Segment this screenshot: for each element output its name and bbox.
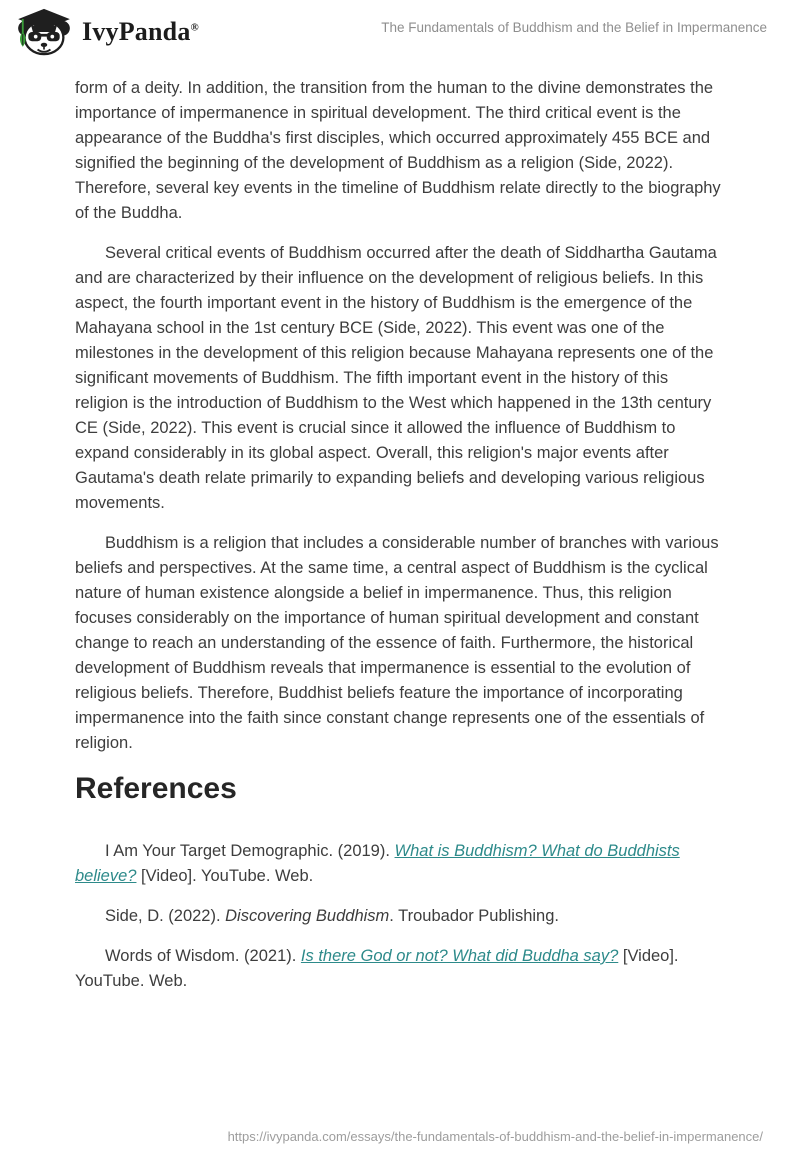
page-header — [0, 0, 800, 58]
reference-entry — [75, 904, 725, 929]
source-url: https://ivypanda.com/essays/the-fundamentals-of-buddhism-and-the-belief-in-impermanence/ — [227, 1129, 763, 1144]
body-paragraph: Buddhism is a religion that includes a considerable number of branches with various beliefs and perspectives. At the same time, a central aspect of Buddhism is the cyclical nature of human existence alongside a belief in impermanence. Thus, this religion focuses considerably on the importance of human spiritual development and constant change to reach an understanding of the essence of faith. Furthermore, the historical development of Buddhism reveals that impermanence is essential to the evolution of religious beliefs. Therefore, Buddhist beliefs feature the importance of incorporating impermanence into the faith since constant change represents one of the essentials of religion. — [75, 534, 719, 752]
reference-text: I Am Your Target Demographic. (2019). — [105, 842, 395, 860]
reference-text: . Troubador Publishing. — [389, 907, 559, 925]
reference-text: [Video]. YouTube. Web. — [75, 947, 679, 990]
references-heading: References — [75, 772, 237, 805]
reference-work-title: Discovering Buddhism — [225, 907, 390, 925]
reference-link[interactable]: What is Buddhism? What do Buddhists believe? — [75, 842, 680, 885]
reference-link[interactable]: Is there God or not? What did Buddha say? — [300, 947, 619, 965]
brand-name: IvyPanda® — [82, 17, 199, 46]
document-title: The Fundamentals of Buddhism and the Belief in Impermanence — [381, 20, 767, 35]
reference-text: Side, D. (2022). — [105, 907, 226, 925]
panda-graduate-logo-icon — [14, 8, 74, 56]
brand — [14, 8, 199, 56]
registered-trademark: ® — [190, 21, 199, 34]
reference-text: [Video]. YouTube. Web. — [136, 867, 314, 885]
body-paragraph: Several critical events of Buddhism occurred after the death of Siddhartha Gautama and are characterized by their influence on the development of religious beliefs. In this aspect, the fourth important event in the history of Buddhism is the emergence of the Mahayana school in the 1st century BCE (Side, 2022). This event was one of the milestones in the development of this religion because Mahayana represents one of the significant movements of Buddhism. The fifth important event in the history of this religion is the introduction of Buddhism to the West which happened in the 13th century CE (Side, 2022). This event is crucial since it allowed the influence of Buddhism to expand considerably in its global aspect. Overall, this religion's major events after Gautama's death relate primarily to expanding beliefs and developing various religious movements. — [75, 244, 717, 512]
document-body — [0, 58, 800, 994]
body-paragraph: form of a deity. In addition, the transition from the human to the divine demonstrates the importance of impermanence in spiritual development. The third critical event is the appearance of the Buddha's first disciples, which occurred approximately 455 BCE and signified the beginning of the development of Buddhism as a religion (Side, 2022). Therefore, several key events in the timeline of Buddhism relate directly to the biography of the Buddha. — [75, 79, 721, 222]
reference-entry — [75, 944, 725, 994]
reference-entry — [75, 839, 725, 889]
reference-text: Words of Wisdom. (2021). — [105, 947, 301, 965]
